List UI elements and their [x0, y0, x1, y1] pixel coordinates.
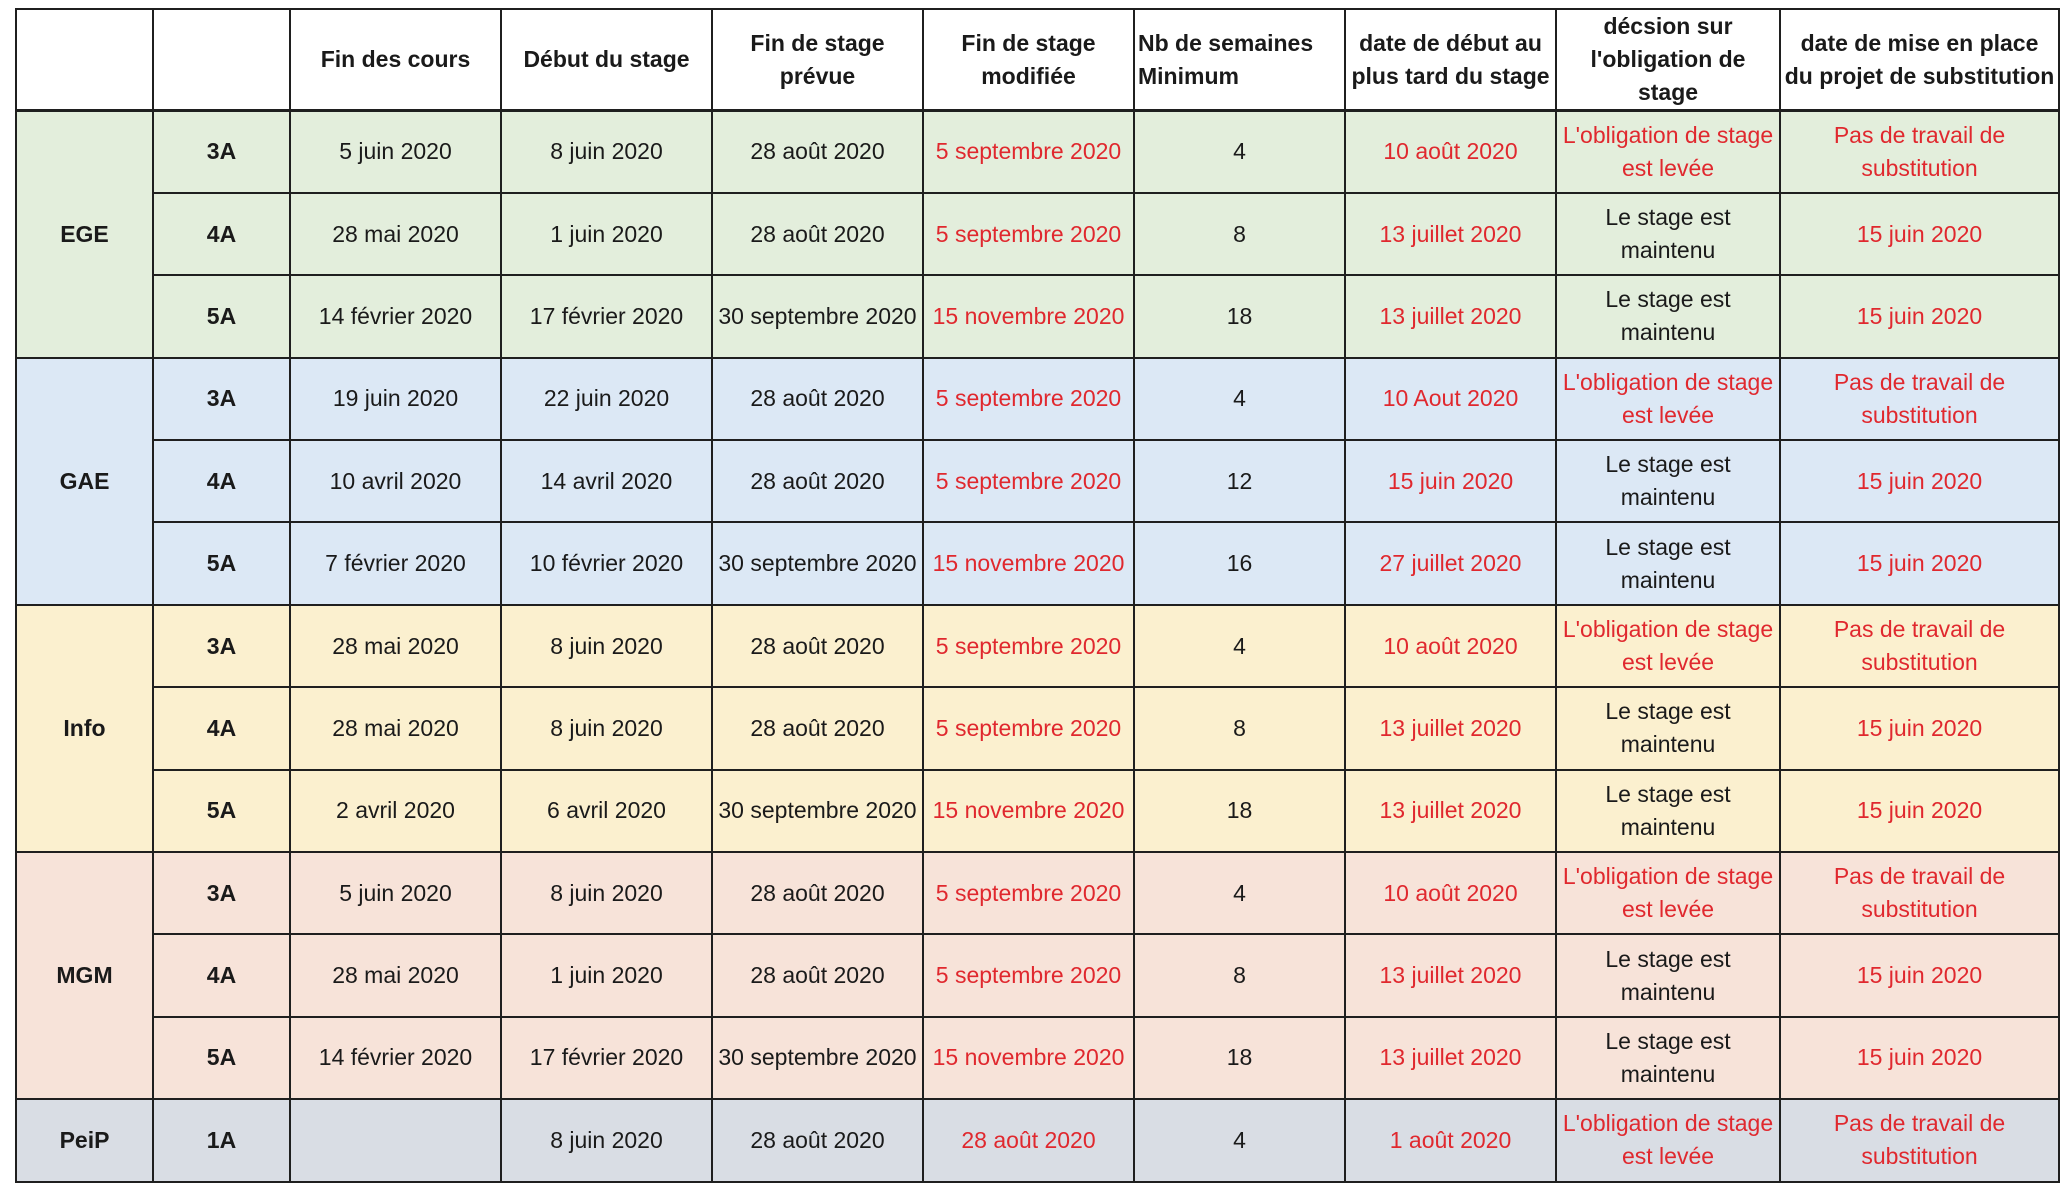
cell-fin-modifiee: 15 novembre 2020 — [923, 770, 1134, 852]
cell-fin-prevue: 28 août 2020 — [712, 852, 923, 934]
cell-fin-cours — [290, 1099, 501, 1181]
cell-nb-semaines: 4 — [1134, 358, 1345, 440]
header-row — [16, 9, 2059, 111]
cell-fin-modifiee: 15 novembre 2020 — [923, 522, 1134, 604]
cell-nb-semaines: 12 — [1134, 440, 1345, 522]
table-row — [16, 1017, 2059, 1099]
cell-year: 5A — [153, 275, 290, 357]
cell-year: 3A — [153, 111, 290, 193]
cell-date-debut-tard: 13 juillet 2020 — [1345, 687, 1556, 769]
table-row — [16, 852, 2059, 934]
cell-decision: Le stage est maintenu — [1556, 934, 1780, 1016]
cell-fin-prevue: 28 août 2020 — [712, 605, 923, 687]
cell-date-debut-tard: 13 juillet 2020 — [1345, 193, 1556, 275]
cell-fin-modifiee: 5 septembre 2020 — [923, 852, 1134, 934]
cell-date-debut-tard: 13 juillet 2020 — [1345, 275, 1556, 357]
cell-nb-semaines: 4 — [1134, 1099, 1345, 1181]
cell-debut-stage: 6 avril 2020 — [501, 770, 712, 852]
table-row — [16, 522, 2059, 604]
table-row — [16, 1099, 2059, 1181]
cell-debut-stage: 8 juin 2020 — [501, 111, 712, 193]
cell-fin-modifiee: 5 septembre 2020 — [923, 111, 1134, 193]
cell-decision: L'obligation de stage est levée — [1556, 358, 1780, 440]
cell-nb-semaines: 18 — [1134, 1017, 1345, 1099]
cell-year: 3A — [153, 358, 290, 440]
cell-debut-stage: 17 février 2020 — [501, 275, 712, 357]
cell-fin-modifiee: 5 septembre 2020 — [923, 358, 1134, 440]
department-label: GAE — [16, 358, 153, 605]
cell-nb-semaines: 16 — [1134, 522, 1345, 604]
cell-fin-modifiee: 15 novembre 2020 — [923, 275, 1134, 357]
header-nb-semaines: Nb de semaines Minimum — [1134, 9, 1345, 111]
cell-decision: L'obligation de stage est levée — [1556, 605, 1780, 687]
header-dept — [16, 9, 153, 111]
cell-fin-cours: 2 avril 2020 — [290, 770, 501, 852]
table-row — [16, 358, 2059, 440]
cell-date-substitution: 15 juin 2020 — [1780, 934, 2059, 1016]
department-label: EGE — [16, 111, 153, 358]
cell-fin-cours: 28 mai 2020 — [290, 193, 501, 275]
cell-date-debut-tard: 15 juin 2020 — [1345, 440, 1556, 522]
cell-fin-prevue: 28 août 2020 — [712, 358, 923, 440]
cell-debut-stage: 8 juin 2020 — [501, 605, 712, 687]
cell-debut-stage: 17 février 2020 — [501, 1017, 712, 1099]
cell-date-debut-tard: 27 juillet 2020 — [1345, 522, 1556, 604]
cell-decision: Le stage est maintenu — [1556, 770, 1780, 852]
cell-decision: Le stage est maintenu — [1556, 687, 1780, 769]
cell-fin-prevue: 30 septembre 2020 — [712, 1017, 923, 1099]
cell-fin-prevue: 28 août 2020 — [712, 111, 923, 193]
cell-date-debut-tard: 13 juillet 2020 — [1345, 770, 1556, 852]
table-row — [16, 275, 2059, 357]
header-date-debut-tard: date de début au plus tard du stage — [1345, 9, 1556, 111]
department-label: MGM — [16, 852, 153, 1099]
cell-fin-modifiee: 5 septembre 2020 — [923, 934, 1134, 1016]
cell-fin-prevue: 28 août 2020 — [712, 1099, 923, 1181]
cell-year: 5A — [153, 522, 290, 604]
cell-fin-prevue: 30 septembre 2020 — [712, 275, 923, 357]
cell-year: 4A — [153, 934, 290, 1016]
cell-fin-modifiee: 5 septembre 2020 — [923, 687, 1134, 769]
cell-date-debut-tard: 10 août 2020 — [1345, 605, 1556, 687]
cell-debut-stage: 1 juin 2020 — [501, 193, 712, 275]
cell-decision: Le stage est maintenu — [1556, 193, 1780, 275]
cell-date-debut-tard: 10 Aout 2020 — [1345, 358, 1556, 440]
cell-year: 3A — [153, 852, 290, 934]
cell-date-substitution: Pas de travail de substitution — [1780, 852, 2059, 934]
table-row — [16, 934, 2059, 1016]
cell-fin-cours: 14 février 2020 — [290, 275, 501, 357]
header-date-substitution: date de mise en place du projet de substitution — [1780, 9, 2059, 111]
cell-nb-semaines: 4 — [1134, 852, 1345, 934]
cell-debut-stage: 8 juin 2020 — [501, 687, 712, 769]
cell-fin-cours: 5 juin 2020 — [290, 111, 501, 193]
cell-fin-cours: 10 avril 2020 — [290, 440, 501, 522]
cell-nb-semaines: 18 — [1134, 770, 1345, 852]
header-debut-stage: Début du stage — [501, 9, 712, 111]
cell-fin-prevue: 28 août 2020 — [712, 687, 923, 769]
table-row — [16, 193, 2059, 275]
cell-date-substitution: 15 juin 2020 — [1780, 770, 2059, 852]
cell-fin-cours: 7 février 2020 — [290, 522, 501, 604]
cell-date-substitution: Pas de travail de substitution — [1780, 1099, 2059, 1181]
header-fin-cours: Fin des cours — [290, 9, 501, 111]
cell-year: 4A — [153, 440, 290, 522]
cell-year: 5A — [153, 1017, 290, 1099]
header-year — [153, 9, 290, 111]
cell-date-substitution: Pas de travail de substitution — [1780, 605, 2059, 687]
header-fin-modifiee: Fin de stage modifiée — [923, 9, 1134, 111]
cell-year: 3A — [153, 605, 290, 687]
cell-fin-modifiee: 5 septembre 2020 — [923, 605, 1134, 687]
cell-date-debut-tard: 10 août 2020 — [1345, 852, 1556, 934]
cell-fin-prevue: 28 août 2020 — [712, 193, 923, 275]
cell-date-substitution: Pas de travail de substitution — [1780, 358, 2059, 440]
cell-decision: Le stage est maintenu — [1556, 522, 1780, 604]
cell-date-substitution: 15 juin 2020 — [1780, 1017, 2059, 1099]
cell-fin-modifiee: 5 septembre 2020 — [923, 440, 1134, 522]
table-row — [16, 770, 2059, 852]
cell-fin-cours: 28 mai 2020 — [290, 605, 501, 687]
cell-nb-semaines: 8 — [1134, 934, 1345, 1016]
internship-schedule-table — [15, 8, 2060, 1183]
department-label: PeiP — [16, 1099, 153, 1181]
cell-debut-stage: 1 juin 2020 — [501, 934, 712, 1016]
cell-decision: L'obligation de stage est levée — [1556, 111, 1780, 193]
cell-debut-stage: 14 avril 2020 — [501, 440, 712, 522]
cell-decision: L'obligation de stage est levée — [1556, 852, 1780, 934]
cell-debut-stage: 8 juin 2020 — [501, 852, 712, 934]
cell-debut-stage: 22 juin 2020 — [501, 358, 712, 440]
table-row — [16, 687, 2059, 769]
cell-fin-modifiee: 28 août 2020 — [923, 1099, 1134, 1181]
cell-fin-prevue: 28 août 2020 — [712, 440, 923, 522]
cell-fin-prevue: 28 août 2020 — [712, 934, 923, 1016]
cell-decision: Le stage est maintenu — [1556, 440, 1780, 522]
table-row — [16, 605, 2059, 687]
cell-fin-modifiee: 15 novembre 2020 — [923, 1017, 1134, 1099]
cell-fin-prevue: 30 septembre 2020 — [712, 522, 923, 604]
header-fin-prevue: Fin de stage prévue — [712, 9, 923, 111]
table-row — [16, 440, 2059, 522]
table-row — [16, 111, 2059, 193]
department-label: Info — [16, 605, 153, 852]
cell-nb-semaines: 8 — [1134, 687, 1345, 769]
cell-fin-cours: 14 février 2020 — [290, 1017, 501, 1099]
cell-fin-modifiee: 5 septembre 2020 — [923, 193, 1134, 275]
cell-nb-semaines: 4 — [1134, 605, 1345, 687]
cell-year: 4A — [153, 687, 290, 769]
cell-year: 4A — [153, 193, 290, 275]
cell-date-substitution: 15 juin 2020 — [1780, 193, 2059, 275]
cell-fin-prevue: 30 septembre 2020 — [712, 770, 923, 852]
cell-fin-cours: 19 juin 2020 — [290, 358, 501, 440]
cell-year: 1A — [153, 1099, 290, 1181]
cell-year: 5A — [153, 770, 290, 852]
cell-decision: L'obligation de stage est levée — [1556, 1099, 1780, 1181]
cell-debut-stage: 10 février 2020 — [501, 522, 712, 604]
cell-debut-stage: 8 juin 2020 — [501, 1099, 712, 1181]
cell-decision: Le stage est maintenu — [1556, 1017, 1780, 1099]
cell-fin-cours: 28 mai 2020 — [290, 934, 501, 1016]
cell-date-substitution: 15 juin 2020 — [1780, 687, 2059, 769]
cell-date-debut-tard: 10 août 2020 — [1345, 111, 1556, 193]
cell-date-substitution: 15 juin 2020 — [1780, 522, 2059, 604]
cell-date-debut-tard: 13 juillet 2020 — [1345, 1017, 1556, 1099]
cell-fin-cours: 5 juin 2020 — [290, 852, 501, 934]
cell-date-substitution: 15 juin 2020 — [1780, 275, 2059, 357]
header-decision: décsion sur l'obligation de stage — [1556, 9, 1780, 111]
cell-date-debut-tard: 1 août 2020 — [1345, 1099, 1556, 1181]
cell-nb-semaines: 8 — [1134, 193, 1345, 275]
cell-date-substitution: 15 juin 2020 — [1780, 440, 2059, 522]
cell-nb-semaines: 4 — [1134, 111, 1345, 193]
cell-fin-cours: 28 mai 2020 — [290, 687, 501, 769]
cell-decision: Le stage est maintenu — [1556, 275, 1780, 357]
cell-date-substitution: Pas de travail de substitution — [1780, 111, 2059, 193]
table-body — [16, 111, 2059, 1182]
cell-nb-semaines: 18 — [1134, 275, 1345, 357]
cell-date-debut-tard: 13 juillet 2020 — [1345, 934, 1556, 1016]
